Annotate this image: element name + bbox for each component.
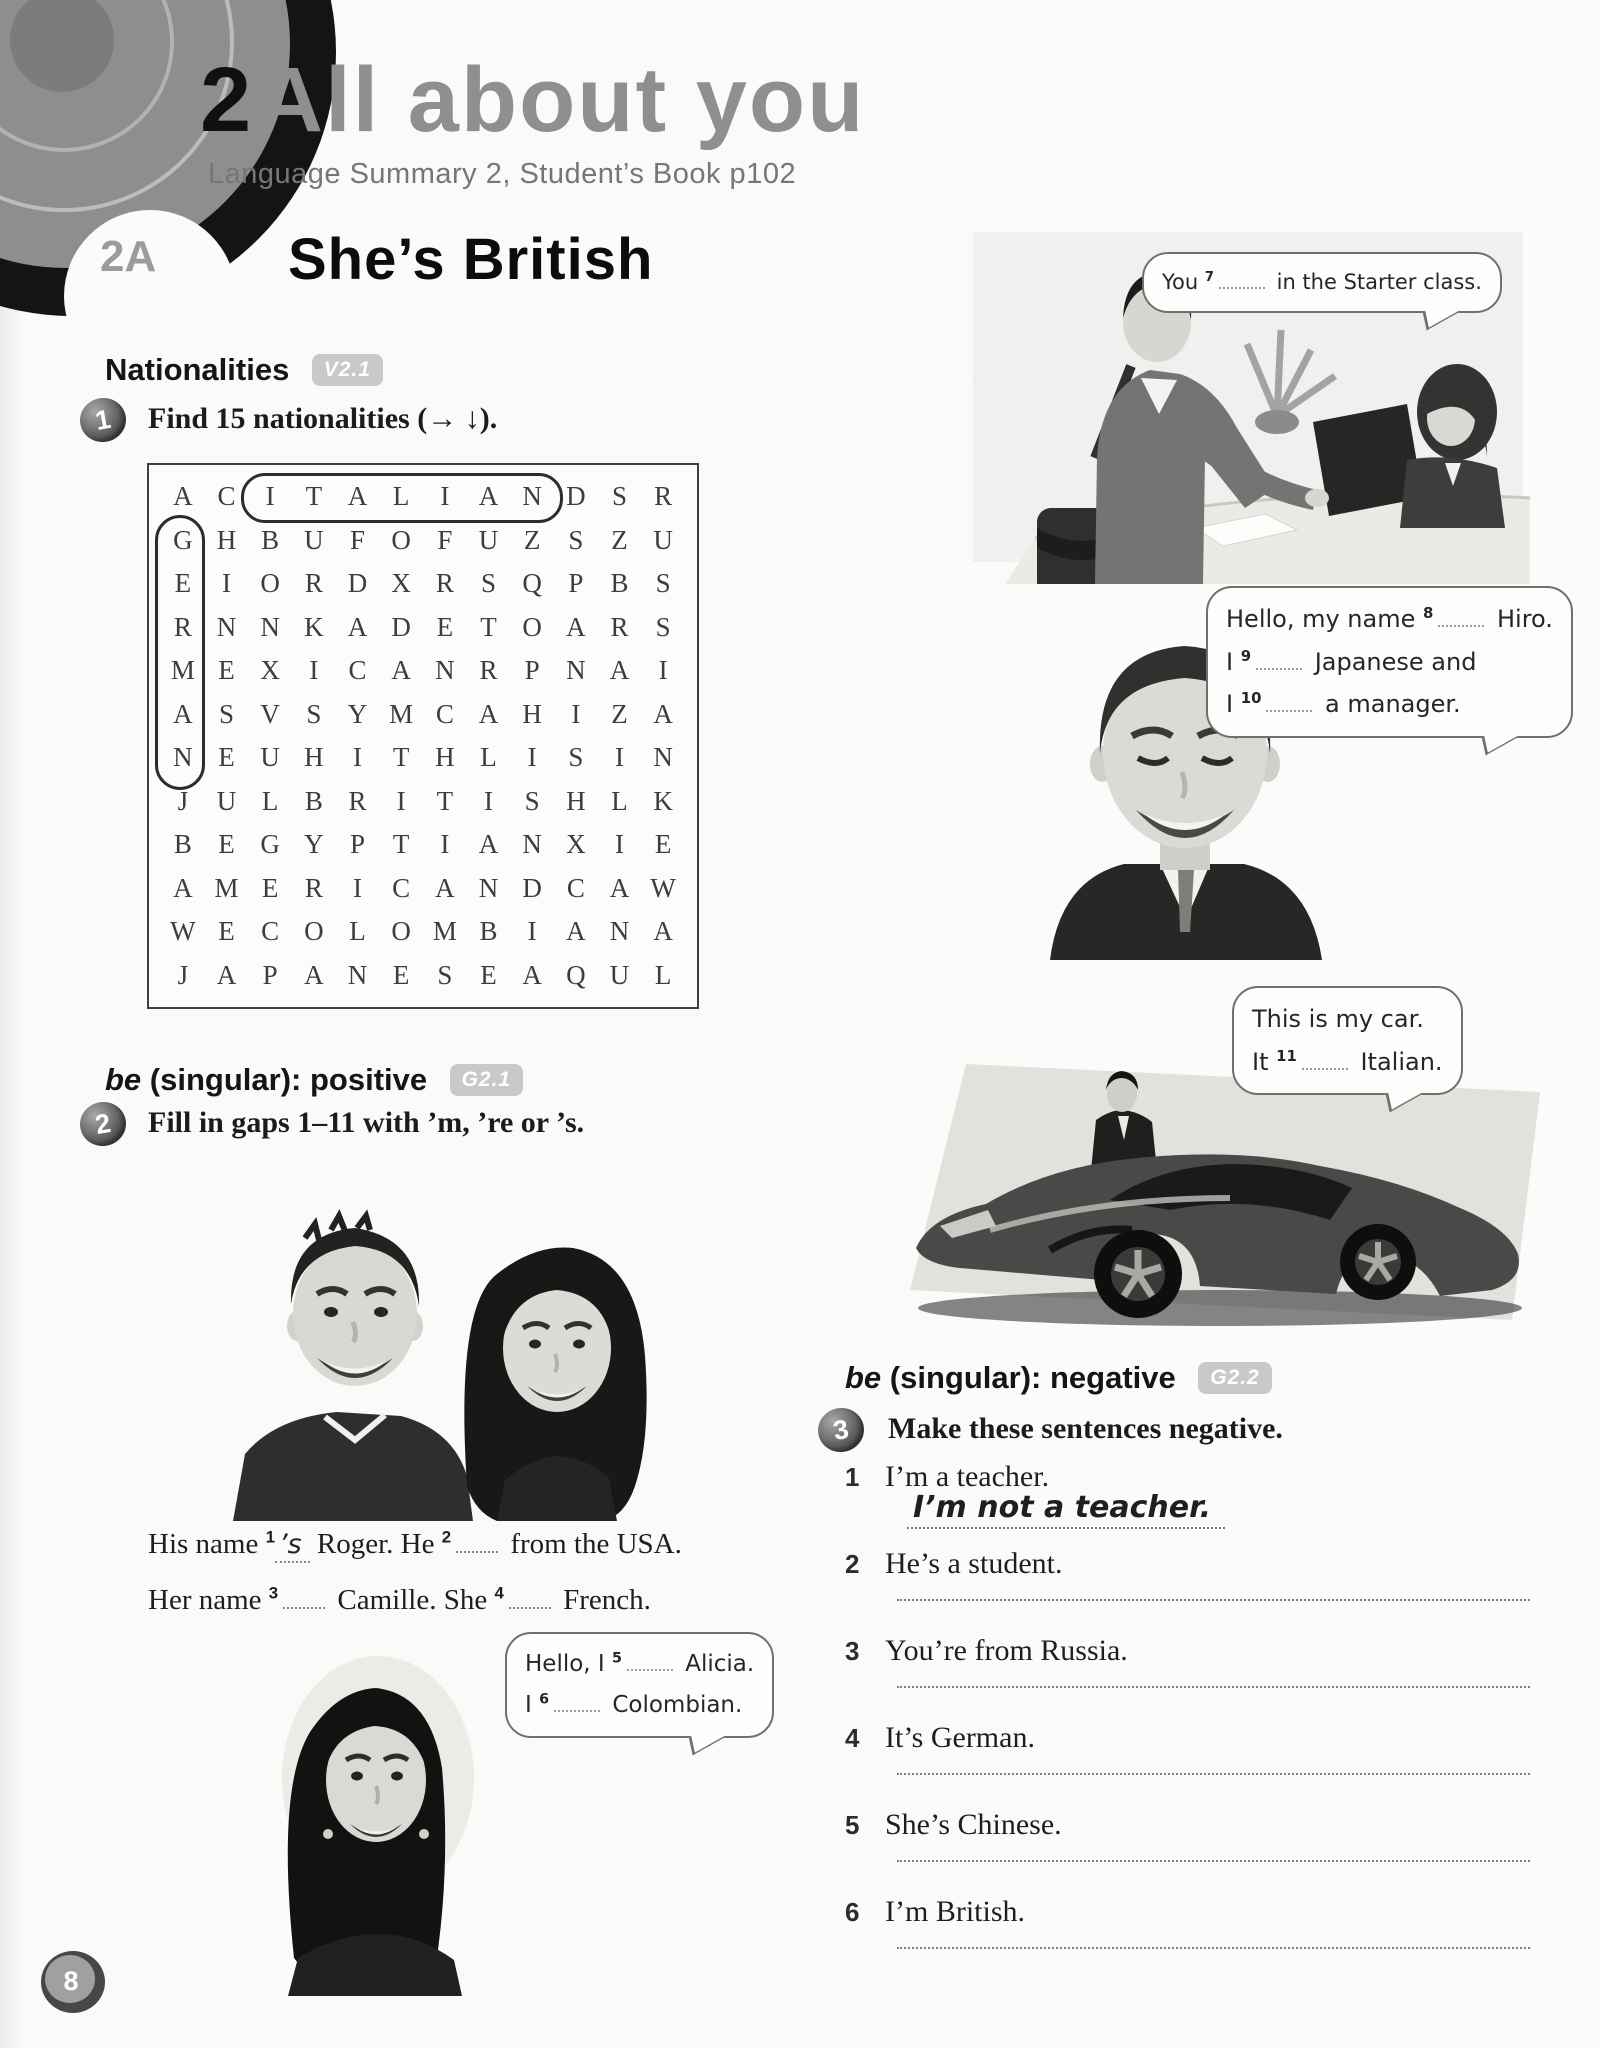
wordsearch-cell: F xyxy=(349,524,365,555)
wordsearch-cell: Y xyxy=(347,698,368,729)
badge-g2-1: G2.1 xyxy=(450,1064,524,1096)
wordsearch-cell: E xyxy=(480,959,497,990)
speech-bubble-line xyxy=(1226,598,1553,641)
text-segment: Roger. He xyxy=(309,1528,442,1560)
speech-bubble-hiro xyxy=(1206,586,1573,738)
wordsearch-cell: M xyxy=(432,916,457,947)
wordsearch-cell: M xyxy=(170,655,195,686)
speech-bubble-line xyxy=(1226,683,1553,726)
wordsearch-cell: F xyxy=(437,524,453,555)
wordsearch-cell: I xyxy=(352,872,362,903)
wordsearch-cell: R xyxy=(304,872,323,903)
wordsearch-cell: U xyxy=(609,959,630,990)
wordsearch-cell: L xyxy=(654,959,672,990)
page-number: 8 xyxy=(63,1966,79,1996)
wordsearch-cell: A xyxy=(609,872,630,903)
wordsearch-cell: A xyxy=(478,481,499,512)
fill-in-gap xyxy=(1219,266,1265,289)
gap-number: 6 xyxy=(539,1691,550,1708)
page-number-badge xyxy=(40,1950,106,2014)
text-segment: Alicia. xyxy=(677,1651,755,1677)
wordsearch-cell: A xyxy=(653,698,673,729)
sentence-text: I’m a teacher. xyxy=(885,1460,1050,1493)
wordsearch-cell: T xyxy=(392,742,410,773)
wordsearch-cell: L xyxy=(480,742,497,773)
gap-number: 10 xyxy=(1240,689,1262,708)
exercise-3-instruction: Make these sentences negative. xyxy=(888,1412,1283,1445)
wordsearch-cell: E xyxy=(654,829,672,860)
wordsearch-cell: E xyxy=(174,568,192,599)
speech-bubble-line xyxy=(1252,998,1443,1041)
wordsearch-cell: E xyxy=(436,611,454,642)
wordsearch-cell: H xyxy=(216,524,237,555)
exercise-3-number: 3 xyxy=(815,1404,868,1455)
text-segment: Her name xyxy=(148,1584,269,1616)
wordsearch-cell: X xyxy=(260,655,280,686)
wordsearch-cell: Q xyxy=(566,959,586,990)
wordsearch-cell: S xyxy=(568,742,584,773)
fill-in-gap xyxy=(554,1687,600,1712)
wordsearch-cell: H xyxy=(435,742,455,773)
text-segment: Japanese and xyxy=(1307,647,1477,676)
answer-line xyxy=(897,1773,1530,1775)
lesson-code: 2A xyxy=(100,232,157,281)
text-segment: I xyxy=(1226,647,1241,676)
section-be-negative-heading: be (singular): negative xyxy=(845,1360,1176,1395)
earring xyxy=(419,1829,429,1839)
text-segment: Hello, my name xyxy=(1226,605,1423,633)
handwritten-answer: I’m not a teacher. xyxy=(907,1490,1225,1529)
wordsearch-cell: O xyxy=(391,916,411,947)
wordsearch-cell: N xyxy=(522,829,542,860)
wordsearch-cell: N xyxy=(609,916,630,947)
wordsearch-cell: U xyxy=(653,524,673,555)
wordsearch-cell: S xyxy=(655,568,671,599)
unit-title: All about you xyxy=(256,49,866,151)
exercise-2-instruction: Fill in gaps 1–11 with ’m, ’re or ’s. xyxy=(148,1106,585,1139)
sentence-item xyxy=(845,1895,1545,1982)
wordsearch-cell: E xyxy=(218,829,235,860)
wordsearch-cell: B xyxy=(610,568,629,599)
handwritten-answer: ’s xyxy=(275,1529,310,1563)
text-segment: Italian. xyxy=(1352,1047,1443,1076)
sentence-item xyxy=(845,1808,1545,1895)
answer-line xyxy=(897,1599,1530,1601)
wordsearch-cell: I xyxy=(614,829,624,860)
wordsearch-cell: E xyxy=(218,742,235,773)
wordsearch-cell: O xyxy=(522,611,542,642)
sentence-text: He’s a student. xyxy=(885,1547,1063,1580)
wordsearch-cell: R xyxy=(654,481,673,512)
answer-line xyxy=(897,1947,1530,1949)
gap-number: 7 xyxy=(1204,270,1214,285)
wordsearch-cell: J xyxy=(177,785,189,816)
text-segment: You xyxy=(1162,270,1205,294)
wordsearch-cell: R xyxy=(304,568,323,599)
wordsearch-cell: B xyxy=(304,785,323,816)
wordsearch-cell: I xyxy=(440,829,450,860)
sentence-number: 2 xyxy=(845,1549,860,1579)
text-segment: Hello, I xyxy=(525,1651,613,1677)
wordsearch-cell: C xyxy=(566,872,585,903)
wordsearch-cell: O xyxy=(304,916,324,947)
wordsearch-cell: Z xyxy=(523,524,541,555)
wordsearch-cell: S xyxy=(524,785,540,816)
wordsearch-cell: R xyxy=(610,611,629,642)
wordsearch-cell: A xyxy=(522,959,542,990)
wordsearch-cell: H xyxy=(566,785,586,816)
wordsearch-cell: P xyxy=(568,568,584,599)
wordsearch-cell: A xyxy=(478,829,499,860)
unit-number: 2 xyxy=(200,49,253,151)
wordsearch-cell: T xyxy=(480,611,497,642)
earring xyxy=(323,1829,333,1839)
wordsearch-cell: K xyxy=(304,611,324,642)
wordsearch-cell: U xyxy=(478,524,499,555)
wordsearch-cell: A xyxy=(478,698,499,729)
wordsearch-cell: R xyxy=(348,785,367,816)
wordsearch-cell: I xyxy=(396,785,406,816)
wordsearch-cell: A xyxy=(216,959,237,990)
sentence-text: I’m British. xyxy=(885,1895,1025,1928)
wordsearch-cell: Y xyxy=(304,829,324,860)
gap-number: 11 xyxy=(1276,1046,1297,1065)
wordsearch-cell: O xyxy=(391,524,411,555)
story-line xyxy=(148,1578,651,1617)
sentence-text: She’s Chinese. xyxy=(885,1808,1062,1841)
wordsearch-cell: H xyxy=(522,698,542,729)
wordsearch-cell: I xyxy=(571,698,581,729)
wordsearch-cell: A xyxy=(173,698,193,729)
alicia-illustration xyxy=(258,1628,478,1996)
wordsearch-cell: K xyxy=(653,785,673,816)
wordsearch-cell: R xyxy=(479,655,498,686)
lesson-title: She’s British xyxy=(288,227,654,292)
wordsearch-cell: S xyxy=(611,481,627,512)
wordsearch-cell: I xyxy=(221,568,231,599)
circled-word-german xyxy=(155,515,205,790)
wordsearch-cell: N xyxy=(478,872,499,903)
wordsearch-cell: N xyxy=(566,655,586,686)
wordsearch-cell: S xyxy=(437,959,453,990)
speech-bubble-line xyxy=(1226,641,1553,684)
wordsearch-cell: E xyxy=(261,872,279,903)
wordsearch-cell: E xyxy=(392,959,410,990)
wordsearch-cell: B xyxy=(479,916,498,947)
fill-in-gap xyxy=(1266,686,1312,712)
unit-header xyxy=(200,48,865,153)
wordsearch-cell: N xyxy=(653,742,673,773)
car-illustration xyxy=(900,1058,1550,1348)
gap-number: 2 xyxy=(441,1527,452,1547)
wordsearch-cell: U xyxy=(216,785,237,816)
text-segment: in the Starter class. xyxy=(1269,270,1482,294)
sentence-number: 4 xyxy=(845,1723,860,1753)
sentence-item xyxy=(845,1634,1545,1721)
badge-v2-1: V2.1 xyxy=(312,354,383,386)
text-segment: I xyxy=(525,1691,540,1718)
wordsearch-cell: A xyxy=(391,655,411,686)
camille-woman xyxy=(464,1248,646,1521)
wordsearch-cell: N xyxy=(173,742,193,773)
wordsearch-cell: S xyxy=(480,568,496,599)
section-nationalities-heading: Nationalities xyxy=(105,352,290,387)
negative-sentences-list xyxy=(845,1460,1545,1982)
wordsearch-cell: T xyxy=(392,829,410,860)
unit-subtitle: Language Summary 2, Student’s Book p102 xyxy=(208,158,797,190)
wordsearch-cell: W xyxy=(170,916,196,947)
wordsearch-cell: Q xyxy=(522,568,542,599)
text-segment: It xyxy=(1252,1047,1277,1076)
wordsearch-cell: W xyxy=(650,872,676,903)
wordsearch-cell: X xyxy=(391,568,411,599)
sentence-text: It’s German. xyxy=(885,1721,1035,1754)
sentence-text: You’re from Russia. xyxy=(885,1634,1128,1667)
wordsearch-cell: J xyxy=(177,959,189,990)
wordsearch-cell: A xyxy=(173,481,193,512)
wordsearch-cell: L xyxy=(349,916,366,947)
exercise-2-number: 2 xyxy=(77,1098,130,1149)
wordsearch-cell: D xyxy=(347,568,368,599)
wordsearch-cell: L xyxy=(611,785,628,816)
roger-man xyxy=(233,1216,473,1521)
wordsearch-cell: O xyxy=(260,568,280,599)
gap-number: 1 xyxy=(265,1527,275,1547)
sentence-number: 1 xyxy=(845,1462,860,1492)
wordsearch-cell: E xyxy=(218,916,235,947)
sentence-item xyxy=(845,1460,1545,1547)
text-segment: This is my car. xyxy=(1252,1005,1424,1033)
answer-line xyxy=(897,1860,1530,1862)
speech-bubble-reception xyxy=(1142,252,1502,313)
wordsearch-cell: D xyxy=(391,611,411,642)
fill-in-gap xyxy=(509,1578,551,1609)
wordsearch-cell: P xyxy=(262,959,278,990)
wordsearch-cell: A xyxy=(347,481,368,512)
wordsearch-cell: R xyxy=(173,611,192,642)
wordsearch-cell: M xyxy=(214,872,239,903)
wordsearch-cell: T xyxy=(305,481,323,512)
text-segment: a manager. xyxy=(1317,690,1461,719)
wordsearch-cell: I xyxy=(527,742,537,773)
wordsearch-cell: C xyxy=(435,698,454,729)
fill-in-gap xyxy=(1438,601,1484,627)
wordsearch-cell: A xyxy=(609,655,630,686)
wordsearch-cell: H xyxy=(304,742,324,773)
wordsearch-cell: N xyxy=(435,655,455,686)
fill-in-gap xyxy=(283,1578,325,1609)
text-segment: Hiro. xyxy=(1489,605,1553,633)
wordsearch-cell: R xyxy=(435,568,454,599)
wordsearch-cell: N xyxy=(260,611,280,642)
wordsearch-cell: S xyxy=(218,698,234,729)
wordsearch-cell: A xyxy=(347,611,368,642)
wordsearch-cell: G xyxy=(260,829,280,860)
text-segment: Camille. She xyxy=(330,1584,495,1616)
be-negative-heading-row xyxy=(845,1360,1272,1396)
wordsearch-cell: S xyxy=(568,524,584,555)
gap-number: 9 xyxy=(1240,646,1252,665)
wordsearch-cell: I xyxy=(309,655,319,686)
sentence-item xyxy=(845,1547,1545,1634)
wordsearch-cell: C xyxy=(392,872,411,903)
wordsearch-cell: P xyxy=(349,829,365,860)
text-segment: His name xyxy=(148,1528,266,1560)
wordsearch-cell: B xyxy=(173,829,192,860)
wordsearch-cell: N xyxy=(216,611,237,642)
wordsearch-cell: E xyxy=(218,655,235,686)
wordsearch-cell: I xyxy=(658,655,668,686)
wordsearch-cell: A xyxy=(304,959,324,990)
wordsearch-cell: C xyxy=(348,655,367,686)
gap-number: 3 xyxy=(268,1583,279,1603)
wordsearch-cell: I xyxy=(614,742,624,773)
circled-word-italian xyxy=(241,473,563,523)
wordsearch-cell: A xyxy=(435,872,455,903)
exercise-1-instruction: Find 15 nationalities (→ ↓). xyxy=(148,402,498,435)
answer-line xyxy=(897,1686,1530,1688)
sentence-number: 6 xyxy=(845,1897,860,1927)
wordsearch-cell: S xyxy=(306,698,322,729)
wordsearch-cell: M xyxy=(389,698,414,729)
couple-illustration xyxy=(205,1186,715,1521)
nationalities-heading-row xyxy=(105,352,383,388)
speech-bubble-car xyxy=(1232,986,1463,1095)
wordsearch-cell: U xyxy=(260,742,280,773)
be-positive-heading-row xyxy=(105,1062,523,1098)
wordsearch-cell: I xyxy=(527,916,537,947)
sentence-number: 3 xyxy=(845,1636,860,1666)
wordsearch-cell: T xyxy=(436,785,454,816)
wordsearch-cell: N xyxy=(522,481,542,512)
gap-number: 5 xyxy=(612,1650,622,1667)
wordsearch-cell: S xyxy=(655,611,671,642)
wordsearch-cell: A xyxy=(566,611,586,642)
wordsearch-cell: C xyxy=(261,916,280,947)
wordsearch-cell: I xyxy=(440,481,450,512)
story-line xyxy=(148,1522,682,1561)
wordsearch-cell: D xyxy=(522,872,542,903)
wordsearch-cell: Z xyxy=(611,524,628,555)
gap-number: 8 xyxy=(1423,604,1434,622)
speech-bubble-line xyxy=(1162,264,1482,301)
wordsearch-cell: X xyxy=(566,829,586,860)
wordsearch-cell: G xyxy=(173,524,193,555)
fill-in-gap xyxy=(456,1522,498,1553)
speech-bubble-line xyxy=(525,1644,754,1685)
wordsearch-cell: I xyxy=(265,481,275,512)
wordsearch-grid xyxy=(147,463,699,1009)
text-segment: Colombian. xyxy=(605,1691,743,1718)
wordsearch-cell: N xyxy=(347,959,368,990)
wordsearch-cell: I xyxy=(352,742,362,773)
text-segment: from the USA. xyxy=(503,1528,682,1560)
fill-in-gap xyxy=(1302,1044,1348,1070)
gap-number: 4 xyxy=(494,1583,504,1603)
sentence-number: 5 xyxy=(845,1810,860,1840)
wordsearch-cell: B xyxy=(261,524,280,555)
wordsearch-cell: A xyxy=(173,872,193,903)
wordsearch-cell: D xyxy=(566,481,586,512)
wordsearch-cell: Z xyxy=(611,698,628,729)
speech-bubble-alicia xyxy=(505,1632,774,1738)
sentence-item xyxy=(845,1721,1545,1808)
wordsearch-cell: P xyxy=(524,655,540,686)
badge-g2-2: G2.2 xyxy=(1198,1362,1272,1394)
wordsearch-cell: L xyxy=(392,481,410,512)
exercise-1-number: 1 xyxy=(77,394,130,445)
wordsearch-cell: L xyxy=(261,785,279,816)
wordsearch-cell: I xyxy=(483,785,493,816)
fill-in-gap xyxy=(627,1646,673,1671)
text-segment: I xyxy=(1226,690,1241,719)
fill-in-gap xyxy=(1256,644,1302,670)
wordsearch-cell: A xyxy=(653,916,673,947)
section-be-positive-heading: be (singular): positive xyxy=(105,1062,428,1097)
wordsearch-cell: U xyxy=(304,524,324,555)
wordsearch-cell: C xyxy=(217,481,236,512)
text-segment: French. xyxy=(555,1584,651,1616)
wordsearch-cell: V xyxy=(260,698,280,729)
wordsearch-cell: A xyxy=(566,916,586,947)
